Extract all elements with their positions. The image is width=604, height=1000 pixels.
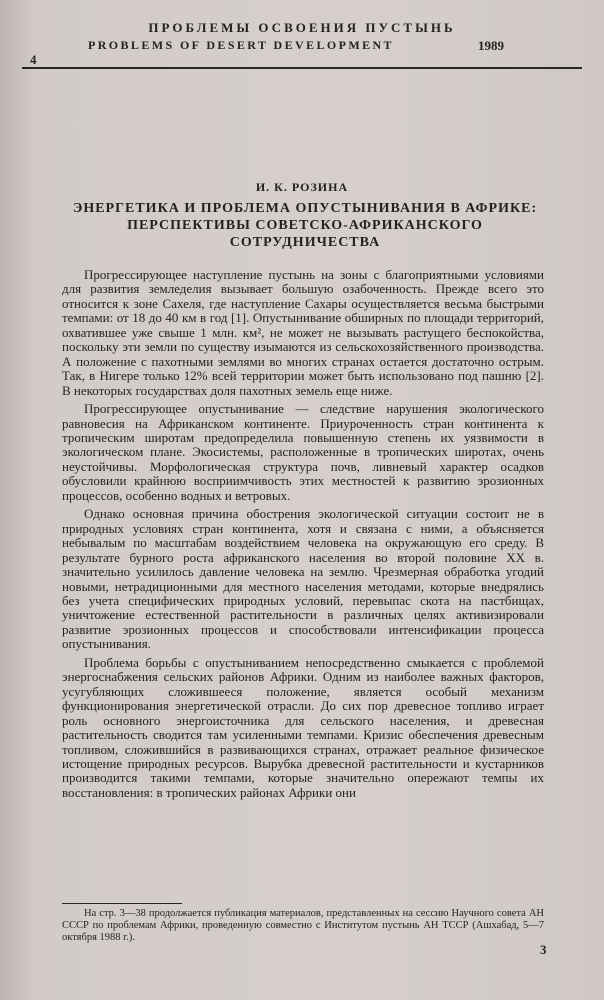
footnote: На стр. 3—38 продолжается публикация материалов, представленных на сессию Научного совета АН СССР по проблемам Африки, проведенную совместно с Институтом пустынь АН ТССР (Ашхабад, 5—7 октября 1988 г.). xyxy=(62,908,544,943)
body-paragraph: Прогрессирующее опустынивание — следствие нарушения экологического равновесия на Африканском континенте. Приуроченность стран континента к тропическим широтам предопределила повышенную степень их уязвимости в экологическом плане. Экосистемы, расположенные в тропических широтах, очень неустойчивы. Морфологическая структура почв, ливневый характер осадков обусловили крайнюю восприимчивость этих местностей к развитию эрозионных процессов, особенно водных и ветровых. xyxy=(62,401,544,503)
page-number: 3 xyxy=(540,942,547,957)
article-body xyxy=(62,268,544,800)
body-paragraph: Проблема борьбы с опустыниванием непосредственно смыкается с проблемой энергоснабжения сельских районов Африки. Одним из наиболее важных факторов, усугубляющих сложившееся положение, является особый механизм функционирования энергетической отрасли. До сих пор древесное топливо играет роль основного энергоисточника для сельского населения, и древесная растительность сводится там усиленными темпами. Кризис обеспечения древесным топливом, сложившийся в развивающихся странах, отражает реальное физическое истощение природных ресурсов. Вырубка древесной растительности и кустарников производится такими темпами, которые значительно опережают темпы их восстановления: в тропических районах Африки они xyxy=(62,654,544,800)
journal-title-en: PROBLEMS OF DESERT DEVELOPMENT xyxy=(88,38,394,52)
article-author: И. К. РОЗИНА xyxy=(255,180,349,194)
issue-number: 4 xyxy=(30,52,37,67)
title-line: ЭНЕРГЕТИКА И ПРОБЛЕМА ОПУСТЫНИВАНИЯ В АФРИКЕ: xyxy=(72,201,538,216)
article-title xyxy=(40,200,570,251)
journal-year: 1989 xyxy=(478,38,504,53)
title-line: ПЕРСПЕКТИВЫ СОВЕТСКО-АФРИКАНСКОГО xyxy=(127,218,483,233)
journal-title-ru: ПРОБЛЕМЫ ОСВОЕНИЯ ПУСТЫНЬ xyxy=(148,20,456,35)
header-rule xyxy=(22,67,582,69)
body-paragraph: Однако основная причина обострения экологической ситуации состоит не в природных условиях стран континента, хотя и связана с ними, а объясняется небывалым по масштабам воздействием человека на окружающую его среду. В результате бурного роста африканского населения во второй половине XX в. значительно усилилось давление человека на землю. Чрезмерная обработка угодий новыми, нетрадиционными для местного населения методами, которые внедрялись без учета специфических природных условий, перевыпас скота на пастбищах, уничтожение естественной растительности в различных целях активизировали развитие эрозионных процессов и способствовали интенсификации процесса опустынивания. xyxy=(62,506,544,652)
title-line: СОТРУДНИЧЕСТВА xyxy=(229,235,381,250)
footnote-rule xyxy=(62,903,182,904)
body-paragraph: Прогрессирующее наступление пустынь на зоны с благоприятными условиями для развития земледелия вызывает большую озабоченность. Прежде всего это относится к зоне Сахеля, где наступление Сахары осуществляется весьма быстрыми темпами: от 18 до 40 км в год [1]. Опустынивание обширных по площади территорий, охватившее уже свыше 1 млн. км², не может не вызывать растущего беспокойства, поскольку эти земли по существу изымаются из сельскохозяйственного производства. А положение с пахотными землями во многих странах остается достаточно острым. Так, в Нигере только 12% всей территории может быть использовано под пашню [2]. В некоторых государствах доля пахотных земель еще ниже. xyxy=(62,267,544,398)
